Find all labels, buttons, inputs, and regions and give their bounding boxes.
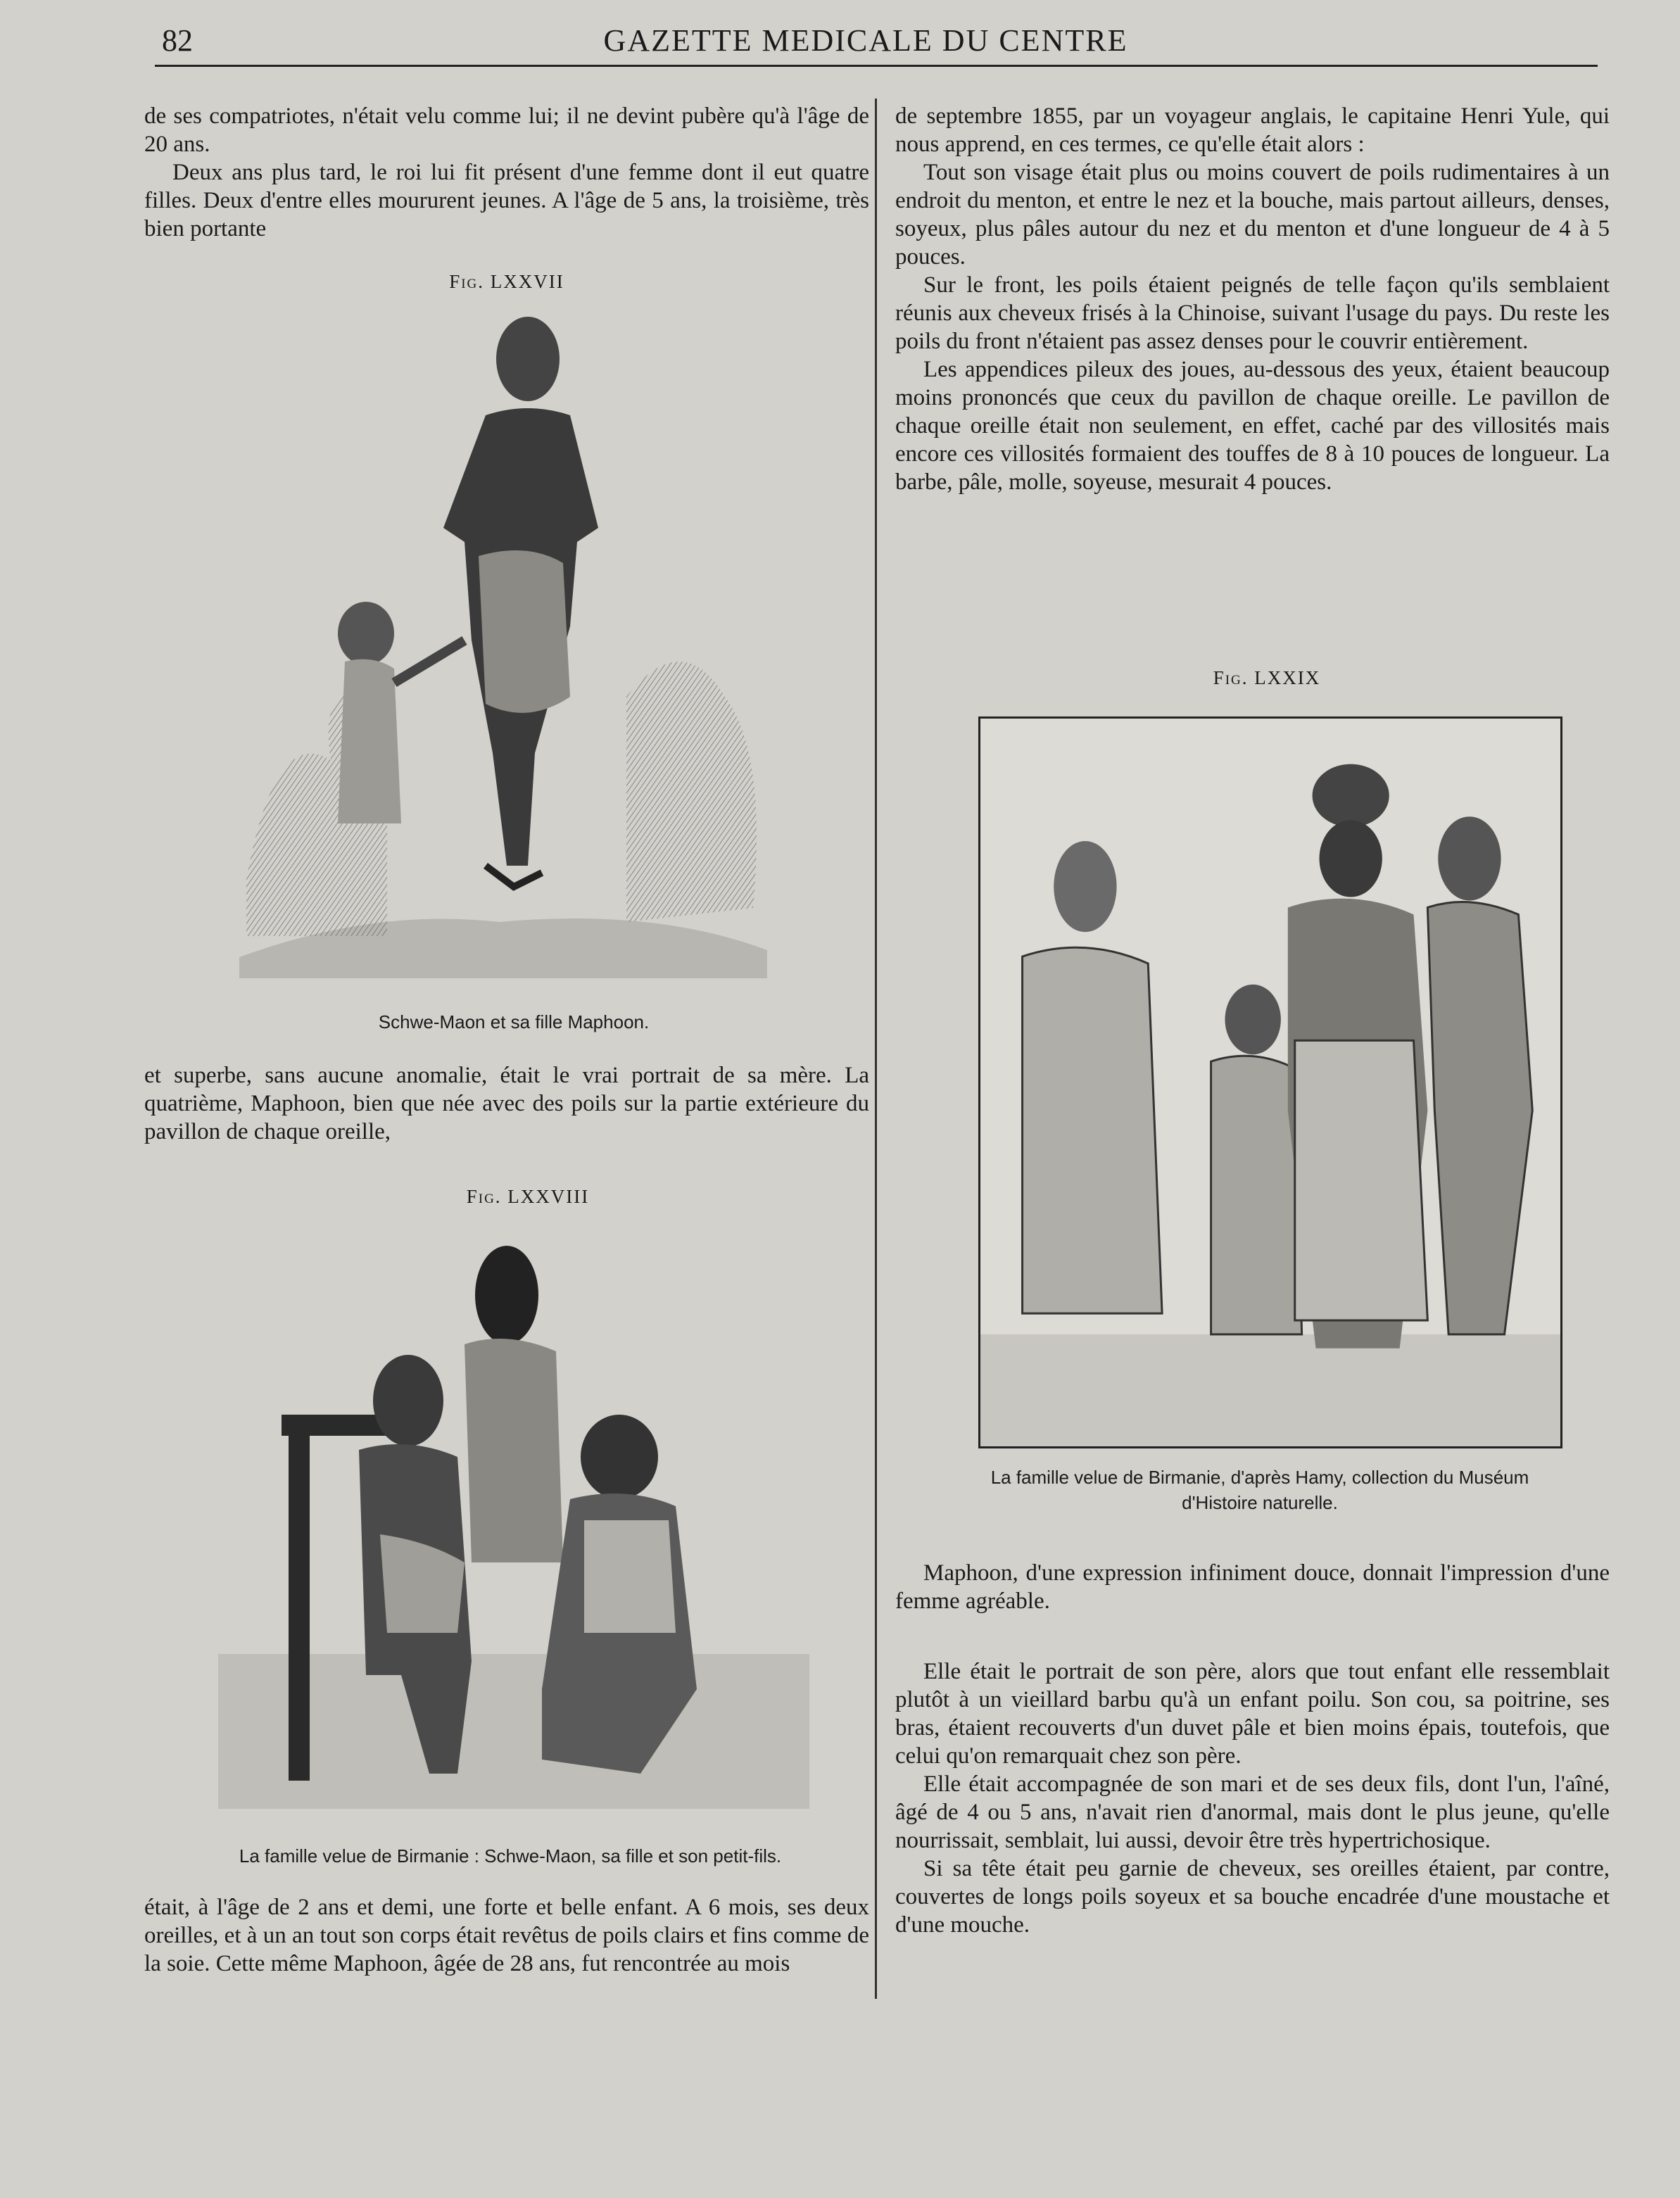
- paragraph: Sur le front, les poils étaient peignés de telle façon qu'ils semblaient réunis aux cheveux frisés à la Chinoise, suivant l'usage du pays. Du reste les poils du front n'étaient pas assez denses pour le couvrir entièrement.: [895, 272, 1610, 354]
- running-head: GAZETTE MEDICALE DU CENTRE: [603, 23, 1128, 58]
- figure-label-77: Fig. LXXVII: [449, 271, 564, 292]
- figure-78-caption: La famille velue de Birmanie : Schwe-Maon, sa fille et son petit-fils.: [239, 1845, 782, 1867]
- header-rule: [155, 65, 1598, 67]
- figure-79-engraving: [978, 716, 1562, 1448]
- right-bottom-text: [895, 1657, 1610, 1939]
- paragraph: Maphoon, d'une expression infiniment douce, donnait l'impression d'une femme agréable.: [895, 1560, 1610, 1614]
- figure-77-engraving: [232, 303, 774, 978]
- left-top-text: [144, 102, 869, 243]
- paragraph: de septembre 1855, par un voyageur anglais, le capitaine Henri Yule, qui nous apprend, en ces termes, ce qu'elle était alors :: [895, 103, 1610, 157]
- figure-77-caption: Schwe-Maon et sa fille Maphoon.: [378, 1011, 650, 1032]
- page-number: 82: [162, 23, 193, 58]
- paragraph: Si sa tête était peu garnie de cheveux, ses oreilles étaient, par contre, couvertes de longs poils soyeux et sa bouche encadrée d'une moustache et d'une mouche.: [895, 1856, 1610, 1938]
- paragraph: Elle était le portrait de son père, alors que tout enfant elle ressemblait plutôt à un vieillard barbu qu'à un enfant poilu. Son cou, sa poitrine, ses bras, étaient recouverts d'un duvet pâle et bien moins épais, toutefois, que celui qu'on remarquait chez son père.: [895, 1659, 1610, 1769]
- left-mid-text: [144, 1061, 869, 1146]
- paragraph: Deux ans plus tard, le roi lui fit présent d'une femme dont il eut quatre filles. Deux d'entre elles moururent jeunes. A l'âge de 5 ans, la troisième, très bien portante: [144, 160, 869, 241]
- figure-label-78: Fig. LXXVIII: [466, 1186, 590, 1207]
- figure-78-engraving: [218, 1239, 809, 1809]
- right-mid-text: [895, 1559, 1610, 1615]
- left-bottom-text: [144, 1893, 869, 1978]
- paragraph: Elle était accompagnée de son mari et de ses deux fils, dont l'un, l'aîné, âgé de 4 ou 5 ans, n'avait rien d'anormal, mais dont le plus jeune, qu'elle nourrissait, semblait, lui aussi, devoir être très hypertrichosique.: [895, 1771, 1610, 1853]
- figure-79-caption-line-2: d'Histoire naturelle.: [1182, 1492, 1338, 1513]
- figure-label-79: Fig. LXXIX: [1213, 667, 1321, 688]
- paragraph: et superbe, sans aucune anomalie, était le vrai portrait de sa mère. La quatrième, Maphoon, bien que née avec des poils sur la partie extérieure du pavillon de chaque oreille,: [144, 1063, 869, 1144]
- paragraph: de ses compatriotes, n'était velu comme lui; il ne devint pubère qu'à l'âge de 20 ans.: [144, 103, 869, 157]
- figure-79-caption-line-1: La famille velue de Birmanie, d'après Hamy, collection du Muséum: [990, 1467, 1529, 1488]
- right-top-text: [895, 102, 1610, 496]
- paragraph: était, à l'âge de 2 ans et demi, une forte et belle enfant. A 6 mois, ses deux oreilles, et à un an tout son corps était revêtus de poils clairs et fins comme de la soie. Cette même Maphoon, âgée de 28 ans, fut rencontrée au mois: [144, 1895, 869, 1976]
- column-divider: [875, 99, 877, 1999]
- page-header: [134, 13, 1598, 69]
- paragraph: Les appendices pileux des joues, au-dessous des yeux, étaient beaucoup moins prononcés que ceux du pavillon de chaque oreille. Le pavillon de chaque oreille était non seulement, en effet, caché par des villosités mais encore ces villosités formaient des touffes de 8 à 10 pouces de longueur. La barbe, pâle, molle, soyeuse, mesurait 4 pouces.: [895, 357, 1610, 495]
- paragraph: Tout son visage était plus ou moins couvert de poils rudimentaires à un endroit du menton, et entre le nez et la bouche, mais partout ailleurs, denses, soyeux, plus pâles autour du nez et du menton et d'une longueur de 4 à 5 pouces.: [895, 160, 1610, 270]
